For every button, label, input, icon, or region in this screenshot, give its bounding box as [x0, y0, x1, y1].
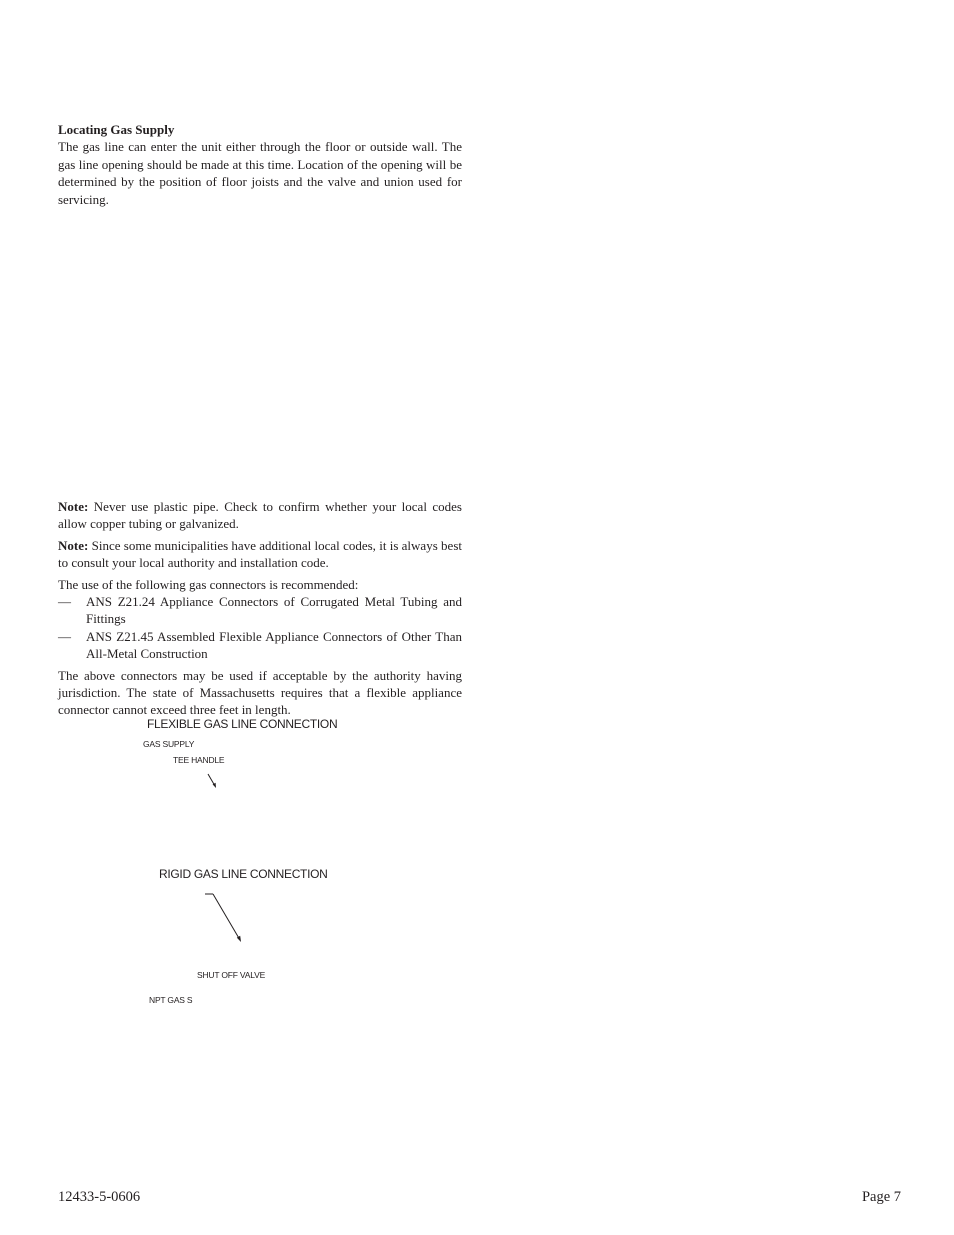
- section-body: The gas line can enter the unit either through the floor or outside wall. The gas line opening should be made at this time. Location of the opening will be determined by the position of floor joists and the valve and union used for servicing.: [58, 139, 462, 207]
- note-label: Note:: [58, 499, 89, 514]
- rigid-connection-arrowhead: [237, 936, 241, 942]
- gas-supply-label: GAS SUPPLY: [143, 739, 195, 749]
- flexible-connection-title: FLEXIBLE GAS LINE CONNECTION: [147, 717, 338, 731]
- list-dash: —: [58, 594, 71, 610]
- npt-gas-label: NPT GAS S: [149, 995, 193, 1005]
- section-heading: Locating Gas Supply: [58, 122, 175, 137]
- list-dash: —: [58, 628, 71, 644]
- connectors-closing: The above connectors may be used if acceptable by the authority having jurisdiction. The state of Massachusetts requires that a flexible appliance connector cannot exceed three feet in length.: [58, 667, 462, 718]
- shut-off-valve-label: SHUT OFF VALVE: [197, 970, 266, 980]
- tee-handle-label: TEE HANDLE: [173, 755, 225, 765]
- page-number: Page 7: [861, 1189, 901, 1205]
- list-item-text: ANS Z21.45 Assembled Flexible Appliance Connectors of Other Than All-Metal Construction: [86, 628, 462, 662]
- rigid-connection-title: RIGID GAS LINE CONNECTION: [159, 867, 328, 881]
- document-number: 12433-5-0606: [58, 1189, 141, 1205]
- note-text: Since some municipalities have additional local codes, it is always best to consult your local authority and installation code.: [58, 537, 462, 571]
- note-label: Note:: [58, 537, 89, 553]
- connectors-intro: The use of the following gas connectors is recommended:: [58, 576, 359, 592]
- rigid-connection-leader-line: [213, 894, 240, 940]
- list-item-text: ANS Z21.24 Appliance Connectors of Corrugated Metal Tubing and Fittings: [86, 594, 462, 627]
- note-text: Never use plastic pipe. Check to confirm whether your local codes allow copper tubing or galvanized.: [58, 499, 462, 532]
